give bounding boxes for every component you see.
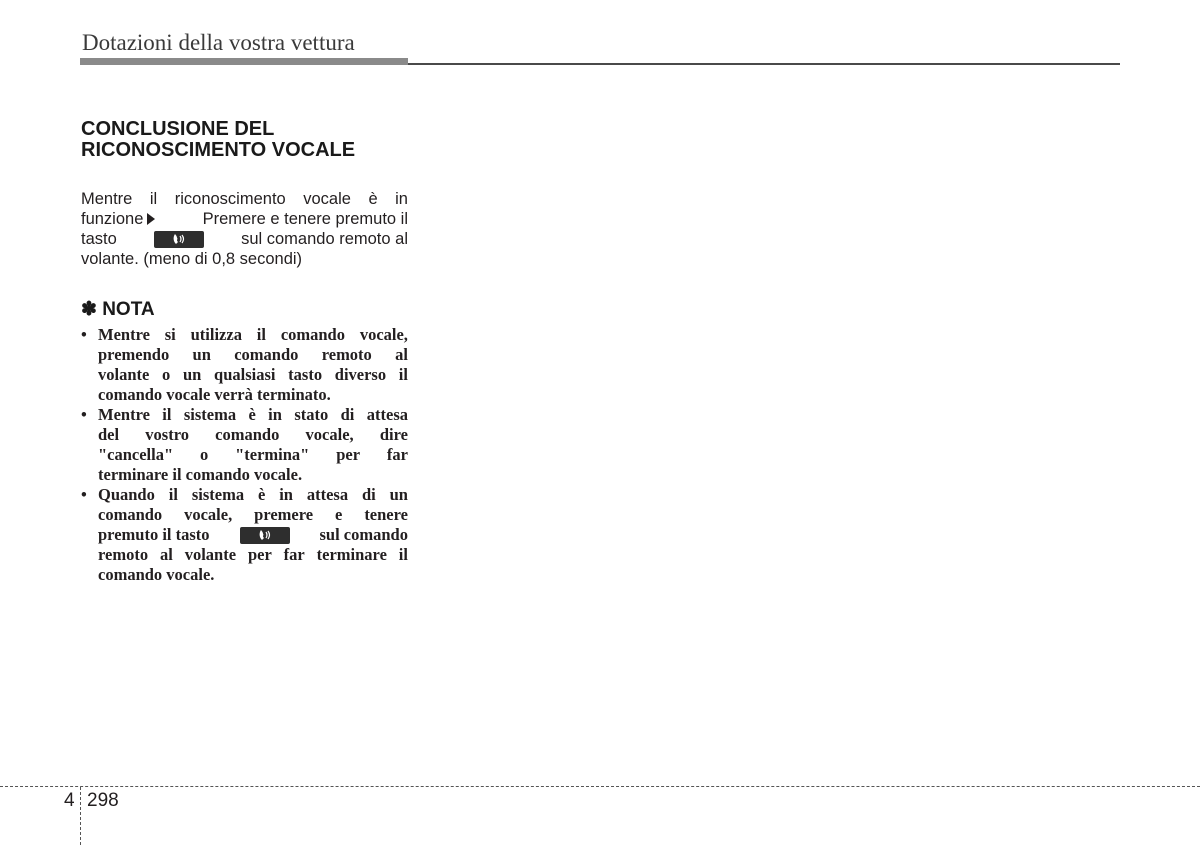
note-line bbox=[98, 345, 408, 365]
word: riconoscimento bbox=[174, 190, 286, 208]
word: e bbox=[335, 505, 343, 524]
word: diverso bbox=[334, 365, 387, 384]
note-text: comando vocale. bbox=[98, 565, 215, 584]
intro-text: Premere e tenere premuto il bbox=[202, 210, 408, 228]
word: "termina" bbox=[235, 445, 310, 464]
word: premere bbox=[254, 505, 314, 524]
word: comando bbox=[98, 505, 163, 524]
note-text: terminare il comando vocale. bbox=[98, 465, 303, 484]
note-line bbox=[98, 445, 408, 465]
note-item bbox=[81, 325, 408, 405]
intro-text: sul comando remoto al bbox=[241, 230, 408, 248]
word: sistema bbox=[191, 485, 245, 504]
note-line bbox=[98, 425, 408, 445]
note-heading: ✽ NOTA bbox=[81, 299, 155, 320]
word: del bbox=[98, 425, 120, 444]
section-heading-line: CONCLUSIONE DEL bbox=[81, 118, 275, 140]
word: il bbox=[256, 325, 266, 344]
note-line bbox=[98, 545, 408, 565]
header-rule-thin bbox=[408, 63, 1120, 65]
note-text: sul comando bbox=[319, 525, 408, 544]
intro-text: tasto bbox=[81, 230, 117, 248]
word: utilizza bbox=[190, 325, 242, 344]
word: un bbox=[182, 365, 202, 384]
intro-text: funzione bbox=[81, 210, 144, 228]
note-item bbox=[81, 485, 408, 585]
note-line bbox=[98, 465, 408, 485]
word: in bbox=[268, 405, 282, 424]
word: dire bbox=[379, 425, 408, 444]
word: è bbox=[257, 485, 266, 504]
page-header-title: Dotazioni della vostra vettura bbox=[82, 30, 355, 55]
word: il bbox=[149, 190, 158, 208]
word: vocale bbox=[303, 190, 351, 208]
word: al bbox=[395, 345, 408, 364]
word: di bbox=[340, 405, 355, 424]
note-item bbox=[81, 405, 408, 485]
intro-text: volante. (meno di 0,8 secondi) bbox=[81, 250, 303, 268]
word: vocale, bbox=[184, 505, 233, 524]
word: remoto bbox=[321, 345, 372, 364]
word: si bbox=[164, 325, 176, 344]
intro-paragraph bbox=[81, 189, 408, 269]
word: stato bbox=[294, 405, 329, 424]
note-line bbox=[98, 365, 408, 385]
word: o bbox=[200, 445, 209, 464]
content-column bbox=[81, 119, 408, 585]
word: comando bbox=[215, 425, 280, 444]
note-line bbox=[98, 485, 408, 505]
word: vostro bbox=[145, 425, 189, 444]
word: in bbox=[395, 190, 408, 208]
word: attesa bbox=[366, 405, 408, 424]
footer-dashed-divider bbox=[80, 787, 81, 845]
note-text: comando vocale verrà terminato. bbox=[98, 385, 331, 404]
note-line bbox=[98, 325, 408, 345]
word: il bbox=[398, 365, 408, 384]
word: far bbox=[386, 445, 408, 464]
word: per bbox=[336, 445, 361, 464]
word: Mentre bbox=[98, 325, 150, 344]
note-line bbox=[98, 405, 408, 425]
word: Quando bbox=[98, 485, 155, 504]
word: un bbox=[389, 485, 408, 504]
word: qualsiasi bbox=[214, 365, 276, 384]
word: al bbox=[159, 545, 173, 564]
word: remoto bbox=[98, 545, 149, 564]
word: è bbox=[248, 405, 256, 424]
intro-line bbox=[81, 209, 408, 229]
word: comando bbox=[280, 325, 345, 344]
word: terminare bbox=[316, 545, 387, 564]
note-line bbox=[98, 565, 408, 585]
word: è bbox=[368, 190, 378, 208]
note-text: premuto il tasto bbox=[98, 525, 210, 544]
bullet: • bbox=[81, 405, 87, 424]
voice-command-button-icon bbox=[154, 231, 204, 248]
header-rule-thick bbox=[80, 58, 408, 65]
word: vocale, bbox=[305, 425, 354, 444]
word: il bbox=[398, 545, 408, 564]
word: tasto bbox=[288, 365, 323, 384]
word: in bbox=[279, 485, 293, 504]
page-number: 298 bbox=[87, 790, 119, 811]
intro-line bbox=[81, 229, 408, 249]
word: o bbox=[162, 365, 171, 384]
note-line bbox=[98, 505, 408, 525]
word: attesa bbox=[306, 485, 349, 504]
word: far bbox=[283, 545, 305, 564]
bullet: • bbox=[81, 485, 87, 504]
chapter-number: 4 bbox=[64, 790, 75, 811]
word: sistema bbox=[183, 405, 237, 424]
intro-line bbox=[81, 189, 408, 209]
word: il bbox=[168, 485, 178, 504]
bullet: • bbox=[81, 325, 87, 344]
word: Mentre bbox=[98, 405, 150, 424]
voice-command-button-icon bbox=[240, 527, 290, 544]
word: comando bbox=[234, 345, 299, 364]
word: di bbox=[361, 485, 376, 504]
section-heading bbox=[81, 119, 408, 161]
word: per bbox=[247, 545, 272, 564]
word: un bbox=[192, 345, 211, 364]
word: Mentre bbox=[81, 190, 133, 208]
section-heading-line: RICONOSCIMENTO VOCALE bbox=[81, 139, 356, 161]
note-line bbox=[98, 385, 408, 405]
triangle-right-icon bbox=[147, 213, 155, 225]
word: premendo bbox=[98, 345, 170, 364]
word: volante bbox=[184, 545, 237, 564]
word: volante bbox=[98, 365, 150, 384]
word: vocale, bbox=[359, 325, 408, 344]
note-list bbox=[81, 325, 408, 585]
intro-line bbox=[81, 249, 408, 269]
footer-dashed-rule bbox=[0, 786, 1200, 787]
note-line bbox=[98, 525, 408, 545]
word: "cancella" bbox=[98, 445, 174, 464]
word: tenere bbox=[364, 505, 408, 524]
word: il bbox=[162, 405, 172, 424]
